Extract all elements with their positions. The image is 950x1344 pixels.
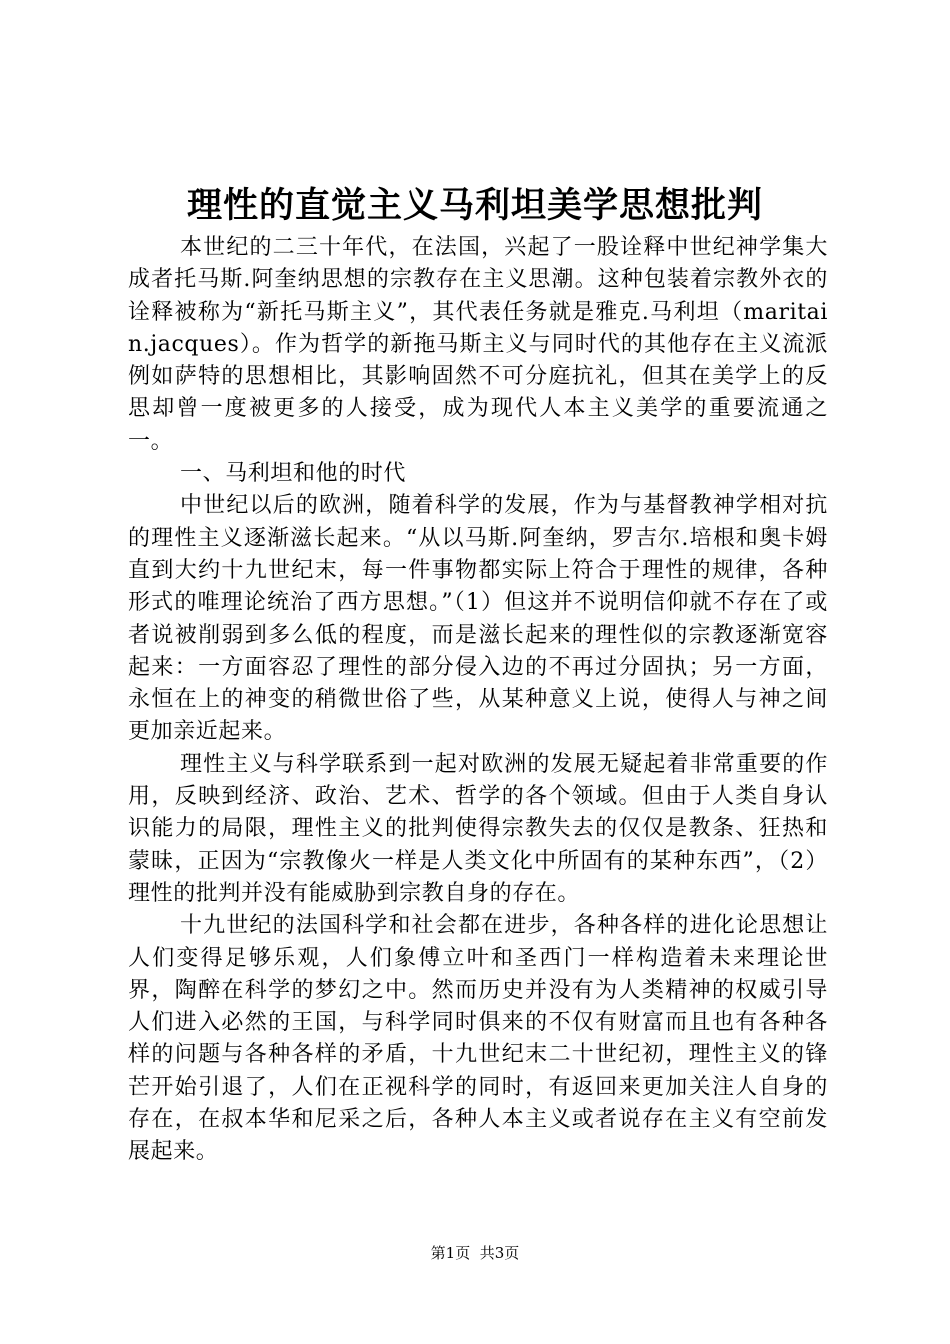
document-body [128, 232, 828, 1169]
paragraph-rationalism: 中世纪以后的欧洲，随着科学的发展，作为与基督教神学相对抗的理性主义逐渐滋长起来。“从以马斯.阿奎纳，罗吉尔.培根和奥卡姆直到大约十九世纪末，每一件事物都实际上符合于理性的规律，各种形式的唯理论统治了西方思想。”（1）但这并不说明信仰就不存在了或者说被削弱到多么低的程度，而是滋长起来的理性似的宗教逐渐宽容起来：一方面容忍了理性的部分侵入边的不再过分固执；另一方面，永恒在上的神变的稍微世俗了些，从某种意义上说，使得人与神之间更加亲近起来。 [128, 493, 828, 745]
page-total: 共3页 [479, 1244, 520, 1262]
page-footer [0, 1243, 950, 1263]
paragraph-science: 理性主义与科学联系到一起对欧洲的发展无疑起着非常重要的作用，反映到经济、政治、艺术、哲学的各个领域。但由于人类自身认识能力的局限，理性主义的批判使得宗教失去的仅仅是教条、狂热和蒙昧，正因为“宗教像火一样是人类文化中所固有的某种东西”，（2）理性的批判并没有能威胁到宗教自身的存在。 [128, 751, 828, 906]
paragraph-intro: 本世纪的二三十年代，在法国，兴起了一股诠释中世纪神学集大成者托马斯.阿奎纳思想的宗教存在主义思潮。这种包装着宗教外衣的诠释被称为“新托马斯主义”，其代表任务就是雅克.马利坦（maritain.jacques）。作为哲学的新拖马斯主义与同时代的其他存在主义流派例如萨特的思想相比，其影响固然不可分庭抗礼，但其在美学上的反思却曾一度被更多的人接受，成为现代人本主义美学的重要流通之一。 [128, 235, 828, 454]
page-number: 第1页 [430, 1244, 471, 1262]
paragraph-nineteenth-century: 十九世纪的法国科学和社会都在进步，各种各样的进化论思想让人们变得足够乐观，人们象傅立叶和圣西门一样构造着未来理论世界，陶醉在科学的梦幻之中。然而历史并没有为人类精神的权威引导人们进入必然的王国，与科学同时俱来的不仅有财富而且也有各种各样的问题与各种各样的矛盾，十九世纪末二十世纪初，理性主义的锋芒开始引退了，人们在正视科学的同时，有返回来更加关注人自身的存在，在叔本华和尼采之后，各种人本主义或者说存在主义有空前发展起来。 [128, 913, 828, 1165]
section-heading: 一、马利坦和他的时代 [180, 461, 407, 487]
footer-spacer [470, 1244, 480, 1262]
document-title: 理性的直觉主义马利坦美学思想批判 [186, 186, 763, 226]
